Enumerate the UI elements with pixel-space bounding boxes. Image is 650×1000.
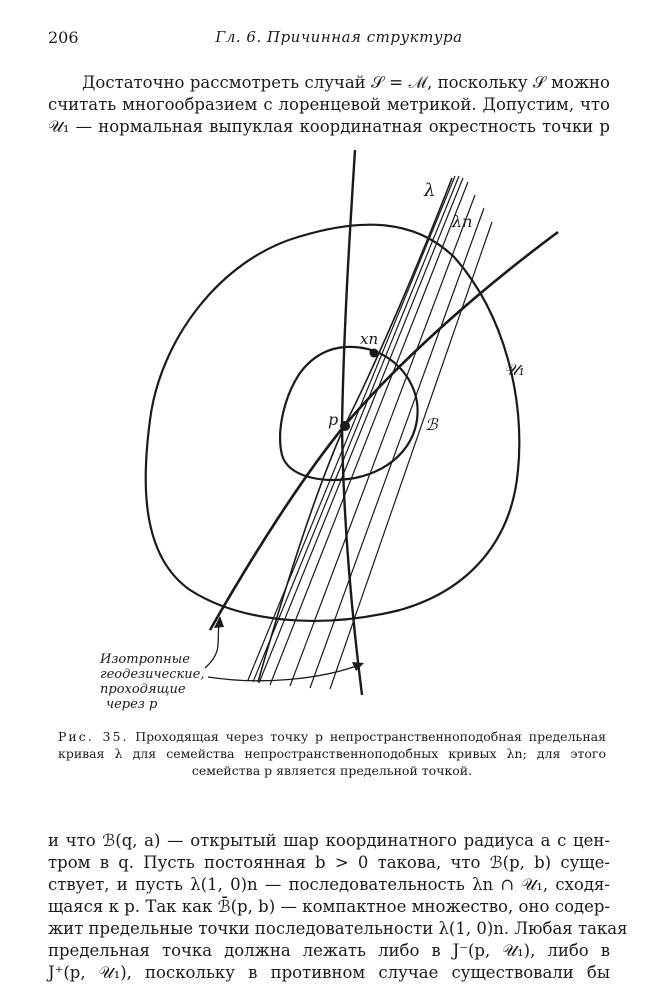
curve-family-lambda-n <box>248 176 492 689</box>
annotation-line: геодезические, <box>100 667 205 682</box>
caption-line: кривая λ для семейства непространственноподобных кривых λn; для этого <box>58 746 606 761</box>
text-line: 𝒰₁ — нормальная выпуклая координатная окрестность точки p <box>48 117 610 136</box>
text-line: тром в q. Пусть постоянная b > 0 такова, что ℬ(p, b) суще- <box>48 853 610 872</box>
label-p: p <box>328 410 339 429</box>
annotation-line: проходящие <box>100 682 186 697</box>
figure-diagram <box>0 140 650 715</box>
label-x-n: xn <box>360 330 379 348</box>
text-line: считать многообразием с лоренцевой метрикой. Допустим, что <box>48 95 610 114</box>
annotation-line: через p <box>106 697 158 712</box>
annotation-text <box>100 652 205 712</box>
figure-35 <box>0 140 650 715</box>
paragraph-top <box>48 72 610 138</box>
point-x-n <box>370 349 379 358</box>
page-number: 206 <box>48 28 79 47</box>
text-line: предельная точка должна лежать либо в J⁻(p, 𝒰₁), либо в <box>48 941 610 960</box>
caption-line <box>58 728 606 745</box>
text-line: и что ℬ(q, a) — открытый шар координатного радиуса a с цен- <box>48 831 610 850</box>
point-p <box>340 421 350 431</box>
null-geodesic-diagonal <box>210 232 558 630</box>
running-title: Гл. 6. Причинная структура <box>215 28 463 46</box>
label-lambda: λ <box>424 180 436 201</box>
annotation-arrow-right <box>208 664 362 681</box>
text-line: щаяся к p. Так как ℬ̄(p, b) — компактное множество, оно содер- <box>48 897 610 916</box>
text-line: Достаточно рассмотреть случай 𝒮 = ℳ, поскольку 𝒮 можно <box>82 73 610 92</box>
text-line: ствует, и пусть λ(1, 0)n — последовательность λn ∩ 𝒰₁, сходя- <box>48 875 610 894</box>
figure-caption <box>58 728 606 779</box>
label-lambda-n: λn <box>452 212 473 231</box>
caption-label: Рис. 35. <box>58 729 129 744</box>
caption-line: семейства p является предельной точкой. <box>191 763 473 778</box>
caption-text: Проходящая через точку p непространственноподобная предельная <box>135 729 606 744</box>
label-u1: 𝒰₁ <box>504 360 525 379</box>
paragraph-bottom <box>48 830 628 984</box>
page-header <box>48 28 610 50</box>
text-line: J⁺(p, 𝒰₁), поскольку в противном случае существовали бы <box>48 963 610 982</box>
annotation-line: Изотропные <box>100 652 190 667</box>
label-b: ℬ <box>425 415 438 434</box>
text-line: жит предельные точки последовательности λ(1, 0)n. Любая такая <box>48 919 628 938</box>
